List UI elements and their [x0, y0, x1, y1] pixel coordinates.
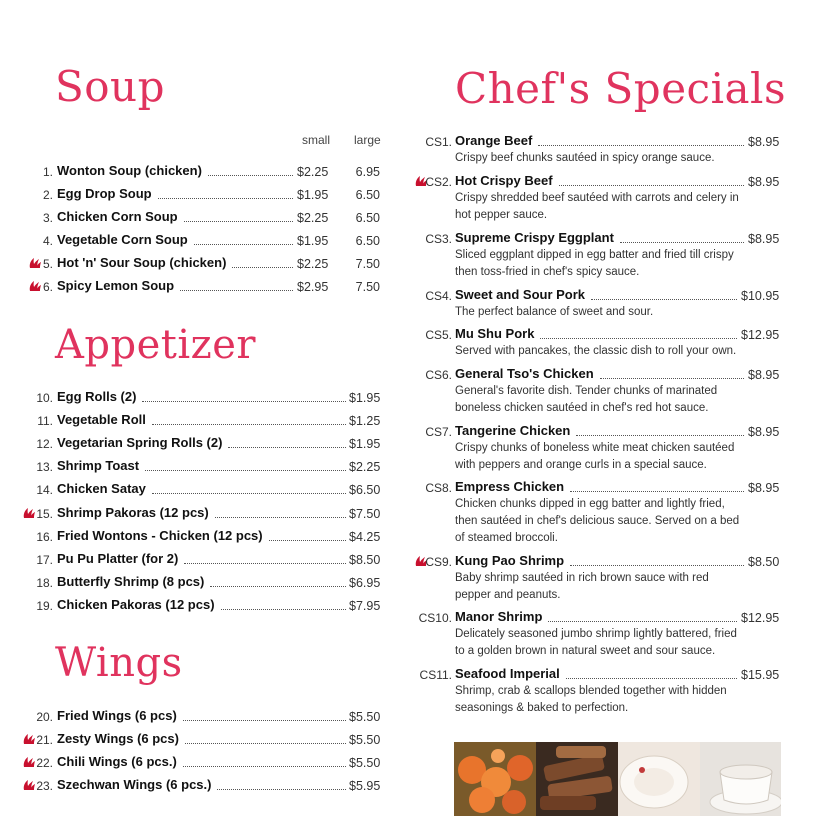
item-number: CS3.: [425, 232, 452, 246]
appetizer-heading: Appetizer: [55, 322, 257, 368]
price-small: $2.25: [297, 165, 329, 179]
item-price: $2.25: [349, 460, 381, 475]
leader-dots: [600, 378, 744, 379]
leader-dots: [158, 198, 293, 199]
plates-photo: [618, 742, 700, 816]
item-name: Hot 'n' Sour Soup (chicken): [57, 255, 227, 270]
item-price: $4.25: [349, 529, 381, 544]
item-name: Supreme Crispy Eggplant: [455, 230, 614, 245]
soup-heading: Soup: [55, 62, 165, 111]
item-price: $6.50: [349, 483, 381, 498]
price-large: 6.50: [355, 211, 380, 225]
item-description: Shrimp, crab & scallops blended together with hidden: [455, 685, 727, 697]
item-name: Chicken Satay: [57, 481, 146, 497]
leader-dots: [538, 145, 744, 146]
item-number: CS10.: [418, 611, 452, 625]
item-price: $1.95: [349, 391, 381, 405]
price-small: $1.95: [297, 188, 329, 202]
leader-dots: [570, 491, 744, 492]
item-number: CS8.: [425, 481, 452, 495]
item-name: Shrimp Pakoras (12 pcs): [57, 504, 209, 520]
item-description: seasonings & baked to perfection.: [455, 702, 629, 714]
item-name: Vegetarian Spring Rolls (2): [57, 435, 223, 451]
leader-dots: [185, 743, 346, 744]
item-price: $15.95: [741, 668, 780, 682]
price-large: 6.50: [355, 234, 380, 248]
price-small: $1.95: [297, 234, 329, 248]
item-description: of steamed broccoli.: [455, 532, 558, 544]
item-number: 17.: [36, 552, 53, 567]
item-price: $5.95: [349, 779, 381, 793]
leader-dots: [180, 290, 293, 291]
item-name: Egg Rolls (2): [57, 389, 137, 404]
item-number: CS2.: [425, 175, 452, 189]
leader-dots: [576, 435, 744, 436]
item-name: Pu Pu Platter (for 2): [57, 550, 179, 566]
item-name: Zesty Wings (6 pcs): [57, 731, 179, 746]
item-name: Mu Shu Pork: [455, 326, 535, 341]
food-photos: [454, 742, 781, 816]
item-name: General Tso's Chicken: [455, 366, 594, 381]
wings-heading: Wings: [55, 640, 183, 686]
item-description: Delicately seasoned jumbo shrimp lightly battered, fried: [455, 628, 737, 640]
item-name: Manor Shrimp: [455, 609, 543, 624]
item-number: 11.: [37, 414, 53, 429]
item-description: Served with pancakes, the classic dish to roll your own.: [455, 345, 737, 357]
item-number: CS6.: [425, 368, 452, 382]
leader-dots: [152, 424, 346, 425]
price-small: $2.25: [297, 211, 329, 225]
soup-col-large: large: [354, 133, 381, 147]
price-small: $2.25: [297, 257, 329, 271]
leader-dots: [142, 401, 346, 402]
leader-dots: [221, 609, 346, 610]
item-description: pepper and peanuts.: [455, 589, 561, 601]
item-number: 12.: [36, 437, 53, 452]
leader-dots: [184, 563, 346, 564]
leader-dots: [215, 517, 346, 518]
item-number: 23.: [36, 779, 53, 793]
leader-dots: [208, 175, 293, 176]
item-price: $5.50: [349, 756, 381, 770]
item-name: Fried Wings (6 pcs): [57, 708, 177, 723]
item-price: $7.50: [349, 506, 381, 521]
item-number: 4.: [42, 234, 53, 248]
item-price: $8.50: [748, 555, 780, 569]
item-number: 14.: [36, 483, 53, 498]
item-price: $8.95: [748, 175, 780, 189]
item-description: General's favorite dish. Tender chunks of marinated: [455, 385, 718, 397]
leader-dots: [269, 540, 346, 541]
item-name: Orange Beef: [455, 133, 533, 148]
leader-dots: [183, 766, 346, 767]
leader-dots: [620, 242, 744, 243]
beef-photo: [536, 742, 618, 816]
item-number: CS11.: [419, 668, 452, 682]
item-price: $12.95: [741, 611, 780, 625]
item-number: 15.: [36, 506, 53, 521]
price-large: 6.50: [355, 188, 380, 202]
item-name: Tangerine Chicken: [455, 423, 571, 438]
item-price: $1.25: [349, 414, 381, 429]
item-price: $5.50: [349, 733, 381, 747]
item-name: Spicy Lemon Soup: [57, 278, 175, 293]
item-number: 10.: [36, 391, 53, 405]
leader-dots: [194, 244, 293, 245]
item-number: 13.: [36, 460, 53, 475]
price-large: 7.50: [355, 257, 380, 271]
item-description: hot pepper sauce.: [455, 209, 548, 221]
item-number: 21.: [36, 733, 53, 747]
leader-dots: [217, 789, 346, 790]
leader-dots: [566, 678, 737, 679]
item-description: Chicken chunks dipped in egg batter and lightly fried,: [455, 498, 725, 510]
item-name: Vegetable Corn Soup: [57, 232, 188, 247]
item-description: boneless chicken sautéed in chef's red hot sauce.: [455, 402, 709, 414]
item-number: 16.: [36, 529, 53, 544]
item-price: $12.95: [741, 328, 780, 342]
item-number: 2.: [42, 188, 53, 202]
item-name: Kung Pao Shrimp: [455, 553, 565, 568]
shrimp-photo: [454, 742, 536, 816]
item-description: to a golden brown in natural sweet and sour sauce.: [455, 645, 716, 657]
item-name: Empress Chicken: [455, 479, 565, 494]
leader-dots: [184, 221, 293, 222]
item-number: 6.: [42, 280, 53, 294]
item-name: Hot Crispy Beef: [455, 173, 553, 188]
item-number: 1.: [42, 165, 53, 179]
leader-dots: [540, 338, 737, 339]
leader-dots: [548, 621, 737, 622]
item-name: Sweet and Sour Pork: [455, 287, 586, 302]
item-name: Wonton Soup (chicken): [57, 163, 202, 178]
leader-dots: [228, 447, 346, 448]
item-name: Vegetable Roll: [57, 412, 146, 428]
price-large: 6.95: [355, 165, 380, 179]
item-name: Seafood Imperial: [455, 666, 560, 681]
item-price: $8.95: [748, 135, 780, 149]
item-description: Crispy beef chunks sautéed in spicy orange sauce.: [455, 152, 715, 164]
leader-dots: [210, 586, 346, 587]
item-number: CS1.: [425, 135, 452, 149]
item-price: $7.95: [349, 598, 381, 613]
item-price: $8.95: [748, 481, 780, 495]
item-description: Baby shrimp sautéed in rich brown sauce with red: [455, 572, 709, 584]
price-small: $2.95: [297, 280, 329, 294]
item-number: 19.: [36, 598, 53, 613]
item-name: Shrimp Toast: [57, 458, 140, 474]
item-number: CS5.: [425, 328, 452, 342]
item-name: Chicken Pakoras (12 pcs): [57, 596, 215, 612]
item-description: then toss-fried in chef's spicy sauce.: [455, 266, 640, 278]
item-number: 18.: [36, 575, 53, 590]
item-number: 3.: [42, 211, 53, 225]
item-number: CS4.: [425, 289, 452, 303]
item-price: $8.95: [748, 232, 780, 246]
leader-dots: [232, 267, 293, 268]
item-description: with peppers and orange curls in a special sauce.: [455, 459, 707, 471]
item-description: Sliced eggplant dipped in egg batter and fried till crispy: [455, 249, 734, 261]
item-name: Chicken Corn Soup: [57, 209, 178, 224]
item-price: $8.95: [748, 425, 780, 439]
soup-col-small: small: [302, 133, 331, 147]
item-price: $5.50: [349, 710, 381, 724]
item-description: The perfect balance of sweet and sour.: [455, 306, 654, 318]
item-number: CS9.: [425, 555, 452, 569]
leader-dots: [183, 720, 346, 721]
item-name: Fried Wontons - Chicken (12 pcs): [57, 527, 263, 543]
leader-dots: [559, 185, 744, 186]
item-description: Crispy chunks of boneless white meat chicken sautéed: [455, 442, 735, 454]
item-name: Egg Drop Soup: [57, 186, 152, 201]
item-number: 20.: [36, 710, 53, 724]
price-large: 7.50: [355, 280, 380, 294]
leader-dots: [570, 565, 744, 566]
item-number: 22.: [36, 756, 53, 770]
chefs-specials-heading: Chef's Specials: [455, 64, 787, 113]
leader-dots: [591, 299, 737, 300]
item-price: $6.95: [349, 575, 381, 590]
item-number: 5.: [42, 257, 53, 271]
leader-dots: [145, 470, 346, 471]
item-price: $8.95: [748, 368, 780, 382]
leader-dots: [152, 493, 346, 494]
item-price: $10.95: [741, 289, 780, 303]
item-price: $8.50: [349, 552, 381, 567]
teacup-photo: [700, 742, 781, 816]
item-name: Butterfly Shrimp (8 pcs): [57, 573, 205, 589]
item-number: CS7.: [425, 425, 452, 439]
item-name: Szechwan Wings (6 pcs.): [57, 777, 212, 792]
item-price: $1.95: [349, 437, 381, 452]
item-description: Crispy shredded beef sautéed with carrots and celery in: [455, 192, 739, 204]
item-description: then sautéed in chef's delicious sauce. Served on a bed: [455, 515, 740, 527]
item-name: Chili Wings (6 pcs.): [57, 754, 177, 769]
